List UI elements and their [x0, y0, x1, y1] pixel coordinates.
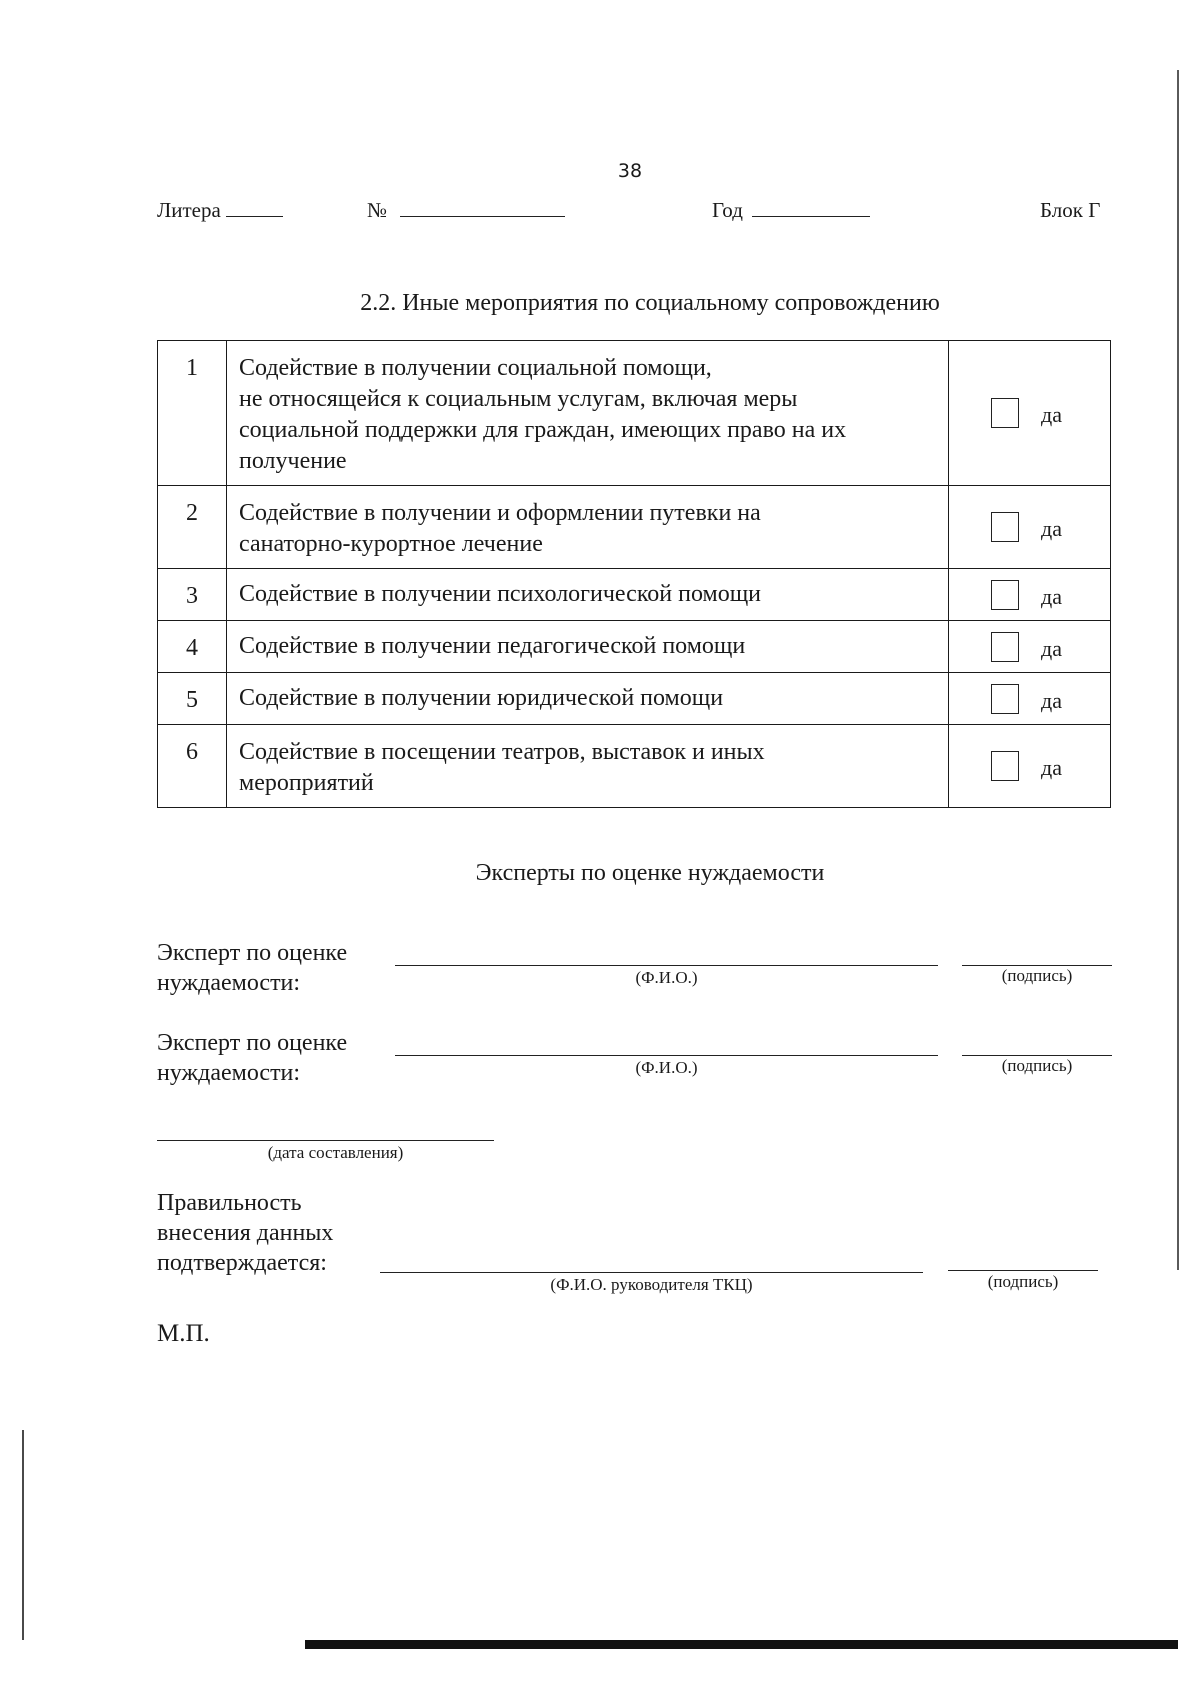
expert-1-signature-caption: (подпись) [1001, 966, 1073, 985]
litera-field [157, 198, 283, 223]
service-number: 5 [158, 673, 227, 725]
expert-1-fio-caption: (Ф.И.О.) [635, 968, 698, 987]
service-option-cell [949, 341, 1111, 486]
manager-fio-caption: (Ф.И.О. руководителя ТКЦ) [550, 1275, 753, 1294]
yes-label: да [1041, 635, 1062, 661]
expert-1-fio-line[interactable] [395, 965, 938, 966]
year-blank[interactable] [752, 198, 870, 217]
yes-checkbox[interactable] [991, 632, 1019, 662]
service-option-cell [949, 569, 1111, 621]
expert-2-label: Эксперт по оценке нуждаемости: [157, 1030, 348, 1086]
yes-checkbox[interactable] [991, 512, 1019, 542]
number-field [367, 198, 565, 223]
service-number: 6 [158, 725, 227, 808]
expert-2-fio-line[interactable] [395, 1055, 938, 1056]
block-label: Блок Г [1040, 198, 1101, 222]
service-option-cell [949, 673, 1111, 725]
yes-label: да [1041, 516, 1062, 541]
number-label: № [367, 198, 388, 222]
experts-title: Эксперты по оценке нуждаемости [475, 860, 825, 886]
service-row-1 [158, 341, 1111, 486]
scan-edge-left [22, 1430, 24, 1640]
yes-label: да [1041, 402, 1062, 427]
expert-1-label: Эксперт по оценке нуждаемости: [157, 940, 348, 996]
service-option-cell [949, 486, 1111, 569]
date-line[interactable] [157, 1140, 494, 1141]
service-description: Содействие в посещении театров, выставок и иных мероприятий [227, 725, 949, 808]
expert-2-signature-caption: (подпись) [1001, 1056, 1073, 1075]
manager-signature-caption: (подпись) [987, 1272, 1059, 1291]
service-description: Содействие в получении социальной помощи, не относящейся к социальным услугам, включая меры социальной поддержки для граждан, имеющих право на их получение [227, 341, 949, 486]
service-description: Содействие в получении юридической помощи [227, 673, 949, 725]
service-number: 3 [158, 569, 227, 621]
expert-2-fio-caption: (Ф.И.О.) [635, 1058, 698, 1077]
confirmation-label: Правильность внесения данных подтверждается: [157, 1190, 334, 1276]
services-table [157, 340, 1111, 808]
year-label: Год [712, 198, 743, 222]
service-description: Содействие в получении и оформлении путевки на санаторно-курортное лечение [227, 486, 949, 569]
yes-checkbox[interactable] [991, 684, 1019, 714]
service-number: 2 [158, 486, 227, 569]
section-title: 2.2. Иные мероприятия по социальному сопровождению [360, 290, 940, 316]
litera-blank[interactable] [226, 198, 283, 217]
page-number: 38 [617, 160, 643, 182]
yes-checkbox[interactable] [991, 398, 1019, 428]
stamp-label: М.П. [157, 1320, 210, 1347]
service-row-5 [158, 673, 1111, 725]
litera-label: Литера [157, 198, 221, 222]
scan-edge-right [1177, 70, 1179, 1270]
yes-label: да [1041, 687, 1062, 713]
number-blank[interactable] [400, 198, 565, 217]
service-description: Содействие в получении педагогической помощи [227, 621, 949, 673]
yes-label: да [1041, 755, 1062, 780]
service-number: 4 [158, 621, 227, 673]
yes-checkbox[interactable] [991, 580, 1019, 610]
service-option-cell [949, 621, 1111, 673]
yes-checkbox[interactable] [991, 751, 1019, 781]
service-row-2 [158, 486, 1111, 569]
date-caption: (дата составления) [267, 1143, 404, 1162]
service-row-4 [158, 621, 1111, 673]
yes-label: да [1041, 583, 1062, 609]
manager-fio-line[interactable] [380, 1272, 923, 1273]
service-number: 1 [158, 341, 227, 486]
service-row-3 [158, 569, 1111, 621]
service-option-cell [949, 725, 1111, 808]
service-description: Содействие в получении психологической помощи [227, 569, 949, 621]
service-row-6 [158, 725, 1111, 808]
year-field [712, 198, 870, 223]
scan-edge-bottom [305, 1640, 1178, 1649]
manager-signature-line[interactable] [948, 1270, 1098, 1271]
